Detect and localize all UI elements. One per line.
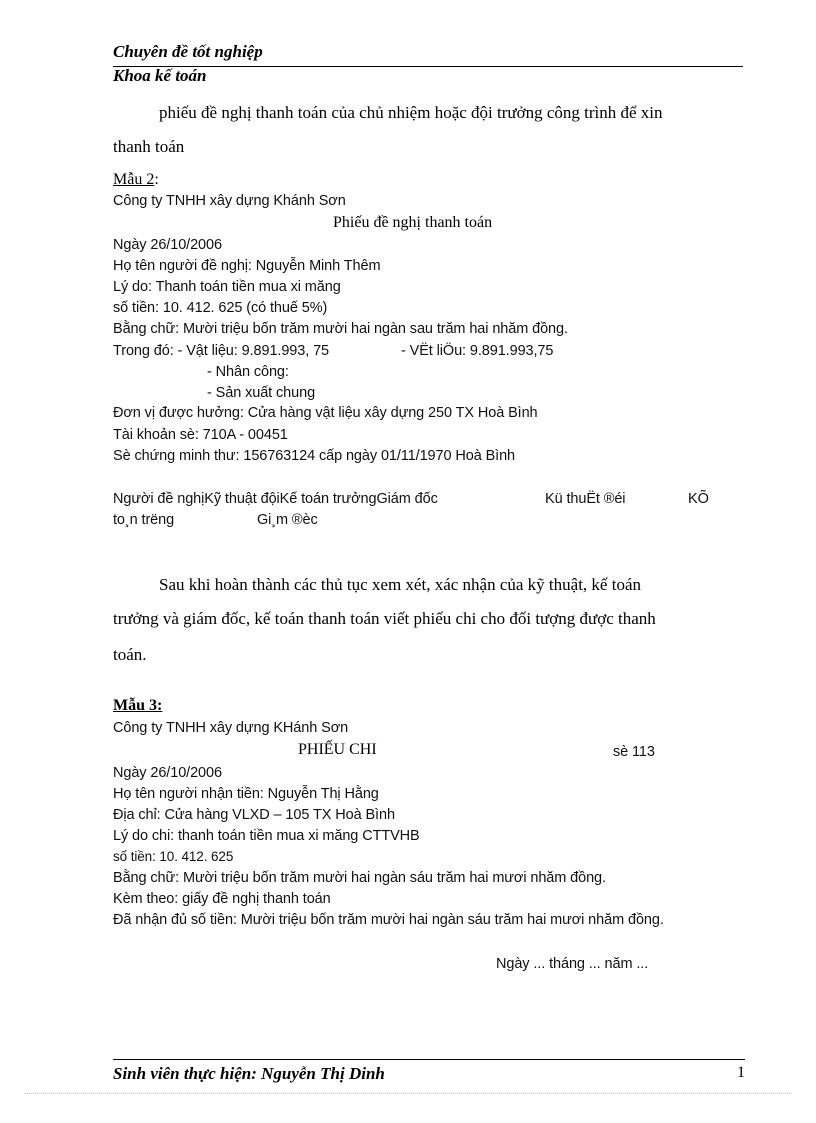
form3-attached: Kèm theo: giấy đề nghị thanh toán (113, 891, 331, 907)
form3-number: sè 113 (613, 744, 655, 760)
form3-label: Mẫu 3: (113, 697, 163, 714)
form2-requester: Họ tên người đề nghị: Nguyễn Minh Thêm (113, 258, 381, 274)
form2-signatures-tech: Kü thuËt ®éi (545, 491, 626, 507)
middle-paragraph (113, 568, 741, 602)
form3-receiver: Họ tên người nhận tiền: Nguyễn Thị Hằng (113, 786, 379, 802)
header-title: Chuyên đề tốt nghiệp (113, 42, 263, 61)
form2-signatures-ke: KÕ (688, 491, 709, 507)
form3-amount: số tiền: 10. 412. 625 (113, 849, 234, 864)
form3-reason: Lý do chi: thanh toán tiền mua xi măng CTTVHB (113, 828, 420, 844)
form2-label: Mẫu 2 (113, 171, 155, 188)
form2-amount: số tiền: 10. 412. 625 (có thuế 5%) (113, 300, 328, 316)
page-number: 1 (737, 1064, 745, 1081)
form2-breakdown-general: - Sản xuất chung (207, 385, 316, 401)
form2-account: Tài khoản sè: 710A - 00451 (113, 427, 288, 443)
form3-amount-words: Bằng chữ: Mười triệu bốn trăm mười hai ngàn sáu trăm hai mươi nhăm đồng. (113, 870, 606, 886)
form2-date: Ngày 26/10/2006 (113, 237, 222, 253)
form2-company: Công ty TNHH xây dựng Khánh Sơn (113, 193, 346, 209)
form3-address: Địa chỉ: Cửa hàng VLXD – 105 TX Hoà Bình (113, 807, 395, 823)
intro-line-2: thanh toán (113, 137, 185, 156)
form3-company: Công ty TNHH xây dựng KHánh Sơn (113, 720, 349, 736)
form3-date: Ngày 26/10/2006 (113, 765, 222, 781)
footer-rule (113, 1059, 745, 1060)
intro-line-1: phiếu đề nghị thanh toán của chủ nhiệm hoặc đội trưởng công trình để xin (159, 103, 663, 122)
form2-title: Phiếu đề nghị thanh toán (333, 214, 493, 231)
form2-signatures-director: Gi¸m ®èc (257, 512, 318, 528)
form2-reason: Lý do: Thanh toán tiền mua xi măng (113, 279, 341, 295)
middle-line-2: trưởng và giám đốc, kế toán thanh toán viết phiếu chi cho đối tượng được thanh (113, 609, 656, 628)
form2-breakdown-materials-garbled: - VËt liÖu: 9.891.993,75 (401, 343, 554, 359)
form2-breakdown-materials: Trong đó: - Vật liệu: 9.891.993, 75 (113, 343, 330, 359)
form2-beneficiary: Đơn vị được hưởng: Cửa hàng vật liệu xây dựng 250 TX Hoà Bình (113, 405, 538, 421)
middle-line-1: Sau khi hoàn thành các thủ tục xem xét, xác nhận của kỹ thuật, kế toán (159, 575, 641, 594)
form2-signatures-row1: Người đề nghịKỹ thuật độiKế toán trưởngGiám đốc (113, 491, 438, 507)
form2-label-colon: : (154, 171, 159, 188)
form3-date-line: Ngày ... tháng ... năm ... (496, 956, 649, 972)
form3-title: PHIẾU CHI (298, 741, 377, 758)
form3-received: Đã nhận đủ số tiền: Mười triệu bốn trăm mười hai ngàn sáu trăm hai mươi nhăm đồng. (113, 912, 664, 928)
form2-amount-words: Bằng chữ: Mười triệu bốn trăm mười hai ngàn sau trăm hai nhăm đồng. (113, 321, 568, 337)
form2-id-card: Sè chứng minh thư: 156763124 cấp ngày 01/11/1970 Hoà Bình (113, 448, 516, 464)
header-rule (113, 66, 743, 67)
form2-label-wrap (113, 171, 159, 189)
page-bottom-dotted-line (24, 1093, 792, 1094)
intro-paragraph (113, 96, 741, 130)
footer-author: Sinh viên thực hiện: Nguyễn Thị Dinh (113, 1064, 385, 1083)
form2-breakdown-labour: - Nhân công: (207, 364, 289, 380)
form2-signatures-chief-accountant: to¸n trëng (113, 512, 175, 528)
middle-line-3: toán. (113, 645, 147, 664)
header-department: Khoa kế toán (113, 66, 207, 85)
